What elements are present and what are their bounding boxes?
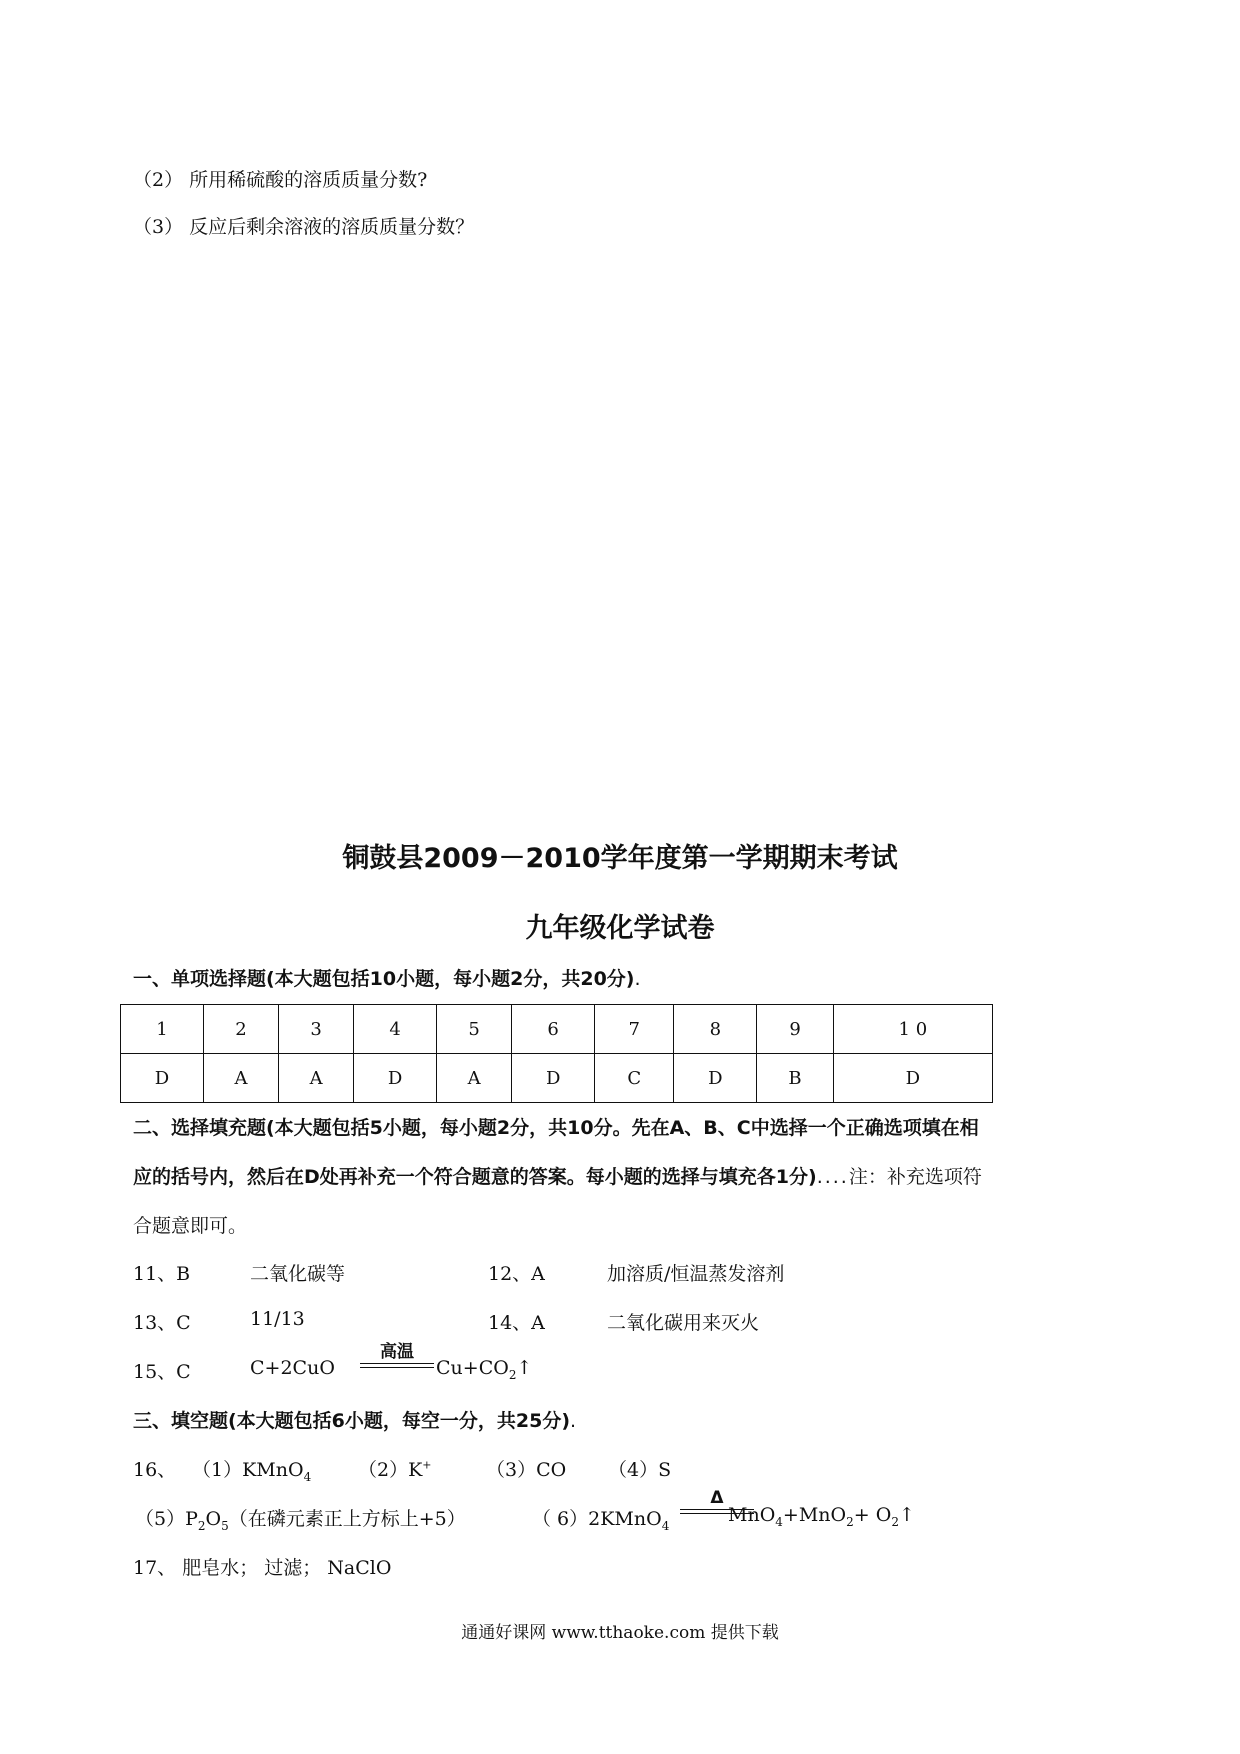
q16-part4: （4）S bbox=[608, 1459, 672, 1481]
table-cell: 2 bbox=[203, 1005, 278, 1054]
section-2-note: 合题意即可。 bbox=[133, 1215, 248, 1237]
q16-part2: （2）K+ bbox=[358, 1458, 432, 1481]
table-cell: C bbox=[595, 1054, 674, 1103]
table-cell: 7 bbox=[595, 1005, 674, 1054]
table-row-numbers bbox=[121, 1005, 993, 1054]
page-footer: 通通好课网 www.tthaoke.com 提供下载 bbox=[461, 1623, 779, 1643]
q11-answer: 二氧化碳等 bbox=[250, 1263, 346, 1285]
q12-answer: 加溶质/恒温蒸发溶剂 bbox=[607, 1263, 785, 1285]
q16-part5: $(5)P_2O_5$（在磷元素正上方标上+5） bbox=[135, 1508, 466, 1533]
table-cell: A bbox=[437, 1054, 512, 1103]
q16-num: 16、 bbox=[133, 1459, 177, 1481]
q11-num: 11、B bbox=[133, 1263, 191, 1285]
q16-part3: （3）CO bbox=[486, 1459, 567, 1481]
table-cell: 5 bbox=[437, 1005, 512, 1054]
q13-answer: 11/13 bbox=[250, 1308, 305, 1330]
table-cell: D bbox=[354, 1054, 437, 1103]
q15-left: C+2CuO bbox=[250, 1357, 335, 1379]
exam-subtitle: 九年级化学试卷 bbox=[525, 913, 715, 944]
equals-line bbox=[360, 1367, 434, 1368]
table-cell: D bbox=[833, 1054, 992, 1103]
q14-answer: 二氧化碳用来灭火 bbox=[607, 1312, 760, 1334]
table-cell: A bbox=[279, 1054, 354, 1103]
section-2-heading-line1: 二、选择填充题(本大题包括5小题，每小题2分，共10分。先在A、B、C中选择一个正确选项填在相 bbox=[133, 1117, 979, 1139]
exam-title: 铜鼓县2009－2010学年度第一学期期末考试 bbox=[342, 843, 898, 874]
table-cell: D bbox=[121, 1054, 204, 1103]
table-cell: 8 bbox=[674, 1005, 757, 1054]
table-cell: B bbox=[757, 1054, 833, 1103]
table-cell: 1 0 bbox=[833, 1005, 992, 1054]
section-3-heading: 三、填空题(本大题包括6小题，每空一分，共25分). bbox=[133, 1410, 579, 1432]
q12-num: 12、A bbox=[488, 1263, 545, 1285]
q15-condition: 高温 bbox=[380, 1342, 414, 1362]
q14-num: 14、A bbox=[488, 1312, 545, 1334]
answer-table bbox=[120, 1004, 993, 1103]
section-1-heading: 一、单项选择题(本大题包括10小题，每小题2分，共20分). bbox=[133, 968, 643, 990]
q15-num: 15、C bbox=[133, 1361, 191, 1383]
equals-line bbox=[360, 1363, 434, 1364]
q17: 17、 肥皂水； 过滤； NaClO bbox=[133, 1557, 392, 1579]
table-cell: 6 bbox=[512, 1005, 595, 1054]
q16-part1: （1）KMnO$_4$ bbox=[192, 1459, 312, 1484]
question-2: （2） 所用稀硫酸的溶质质量分数? bbox=[133, 169, 428, 191]
table-cell: 1 bbox=[121, 1005, 204, 1054]
table-cell: D bbox=[512, 1054, 595, 1103]
q16-part6-left: （ 6）2KMnO$_4$ bbox=[532, 1508, 670, 1533]
table-cell: 9 bbox=[757, 1005, 833, 1054]
table-cell: 4 bbox=[354, 1005, 437, 1054]
q13-num: 13、C bbox=[133, 1312, 191, 1334]
heat-condition: Δ bbox=[710, 1488, 724, 1508]
section-2-heading-line2: 应的括号内，然后在D处再补充一个符合题意的答案。每小题的选择与填充各1分)....注：补充选项符 bbox=[133, 1166, 982, 1188]
q15-right: $Cu+CO_2↑$ bbox=[436, 1357, 533, 1382]
table-cell: A bbox=[203, 1054, 278, 1103]
q16-part6-right: $MnO_4+MnO_2+ O_2↑$ bbox=[728, 1504, 915, 1529]
table-row-answers bbox=[121, 1054, 993, 1103]
table-cell: 3 bbox=[279, 1005, 354, 1054]
table-cell: D bbox=[674, 1054, 757, 1103]
question-3: （3） 反应后剩余溶液的溶质质量分数？ bbox=[133, 216, 475, 238]
q15-reaction-arrow bbox=[360, 1344, 434, 1368]
